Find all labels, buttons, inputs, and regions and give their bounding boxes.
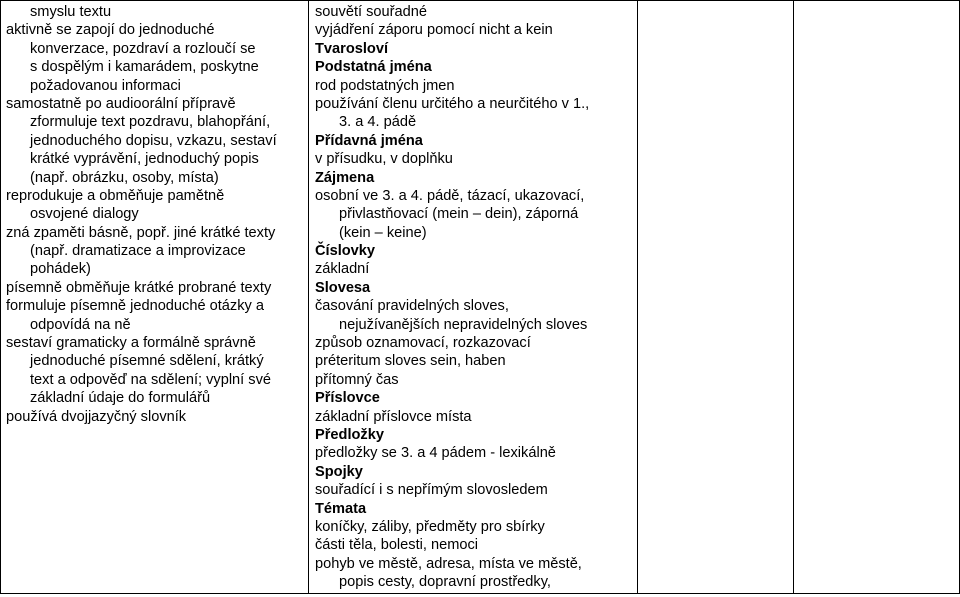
text-line: 3. a 4. pádě <box>339 114 417 131</box>
text-line: text a odpověď na sdělení; vyplní své <box>30 371 271 388</box>
section-heading: Spojky <box>315 463 363 480</box>
text-line: s dospělým i kamarádem, poskytne <box>30 59 259 76</box>
section-heading: Zájmena <box>315 169 375 186</box>
text-line: nejužívanějších nepravidelných sloves <box>339 316 588 333</box>
text-line: přivlastňovací (mein – dein), záporná <box>339 206 579 223</box>
curriculum-content-column <box>315 3 637 597</box>
text-line: pohyb ve městě, adresa, místa ve městě, <box>315 555 582 572</box>
text-line: souřadící i s nepřímým slovosledem <box>315 482 548 499</box>
text-line: souvětí souřadné <box>315 4 427 20</box>
text-line: sestaví gramaticky a formálně správně <box>6 335 256 352</box>
text-line: reprodukuje a obměňuje pamětně <box>6 187 225 204</box>
text-line: písemně obměňuje krátké probrané texty <box>6 279 272 296</box>
text-line: zformuluje text pozdravu, blahopřání, <box>30 114 271 131</box>
empty-column-4 <box>794 0 959 594</box>
section-heading: Předložky <box>315 426 384 443</box>
text-line: způsob oznamovací, rozkazovací <box>315 335 531 352</box>
text-line: (kein – keine) <box>339 224 427 241</box>
section-heading: Přídavná jména <box>315 132 423 149</box>
text-line: (např. obrázku, osoby, místa) <box>30 169 219 186</box>
section-heading: Tvarosloví <box>315 40 388 57</box>
column-divider-1 <box>308 0 309 594</box>
text-line: časování pravidelných sloves, <box>315 298 509 315</box>
text-line: koníčky, záliby, předměty pro sbírky <box>315 518 545 535</box>
text-line: krátké vyprávění, jednoduchý popis <box>30 151 259 168</box>
text-line: předložky se 3. a 4 pádem - lexikálně <box>315 445 556 462</box>
text-line: osvojené dialogy <box>30 206 139 223</box>
text-line: rod podstatných jmen <box>315 77 455 94</box>
table-left-border <box>0 0 1 594</box>
section-heading: Číslovky <box>315 243 376 260</box>
text-line: požadovanou informaci <box>30 77 181 94</box>
text-line: základní údaje do formulářů <box>30 390 211 407</box>
text-line: pohádek) <box>30 261 91 278</box>
text-line: zná zpaměti básně, popř. jiné krátké texty <box>6 224 276 241</box>
text-line: jednoduché písemné sdělení, krátký <box>30 353 264 370</box>
section-heading: Příslovce <box>315 390 380 407</box>
text-line: přítomný čas <box>315 371 399 388</box>
text-line: samostatně po audioorální přípravě <box>6 95 236 112</box>
text-line: konverzace, pozdraví a rozloučí se <box>30 40 256 57</box>
text-line: vyjádření záporu pomocí nicht a kein <box>315 22 553 39</box>
empty-column-3 <box>638 0 793 594</box>
text-line: préteritum sloves sein, haben <box>315 353 506 370</box>
text-line: základní <box>315 261 370 278</box>
text-line: smyslu textu <box>30 4 112 20</box>
text-line: používání členu určitého a neurčitého v 1., <box>315 95 590 112</box>
expected-outcomes-column <box>6 3 304 597</box>
text-line: popis cesty, dopravní prostředky, <box>339 574 551 591</box>
text-line: formuluje písemně jednoduché otázky a <box>6 298 264 315</box>
section-heading: Podstatná jména <box>315 59 432 76</box>
section-heading: Témata <box>315 500 367 517</box>
text-line: základní příslovce místa <box>315 408 472 425</box>
text-line: jednoduchého dopisu, vzkazu, sestaví <box>30 132 277 149</box>
text-line: osobní ve 3. a 4. pádě, tázací, ukazovací, <box>315 187 585 204</box>
text-line: části těla, bolesti, nemoci <box>315 537 479 554</box>
text-line: aktivně se zapojí do jednoduché <box>6 22 215 39</box>
text-line: v přísudku, v doplňku <box>315 151 453 168</box>
text-line: používá dvojjazyčný slovník <box>6 408 187 425</box>
text-line: (např. dramatizace a improvizace <box>30 243 246 260</box>
section-heading: Slovesa <box>315 279 371 296</box>
text-line: odpovídá na ně <box>30 316 131 333</box>
